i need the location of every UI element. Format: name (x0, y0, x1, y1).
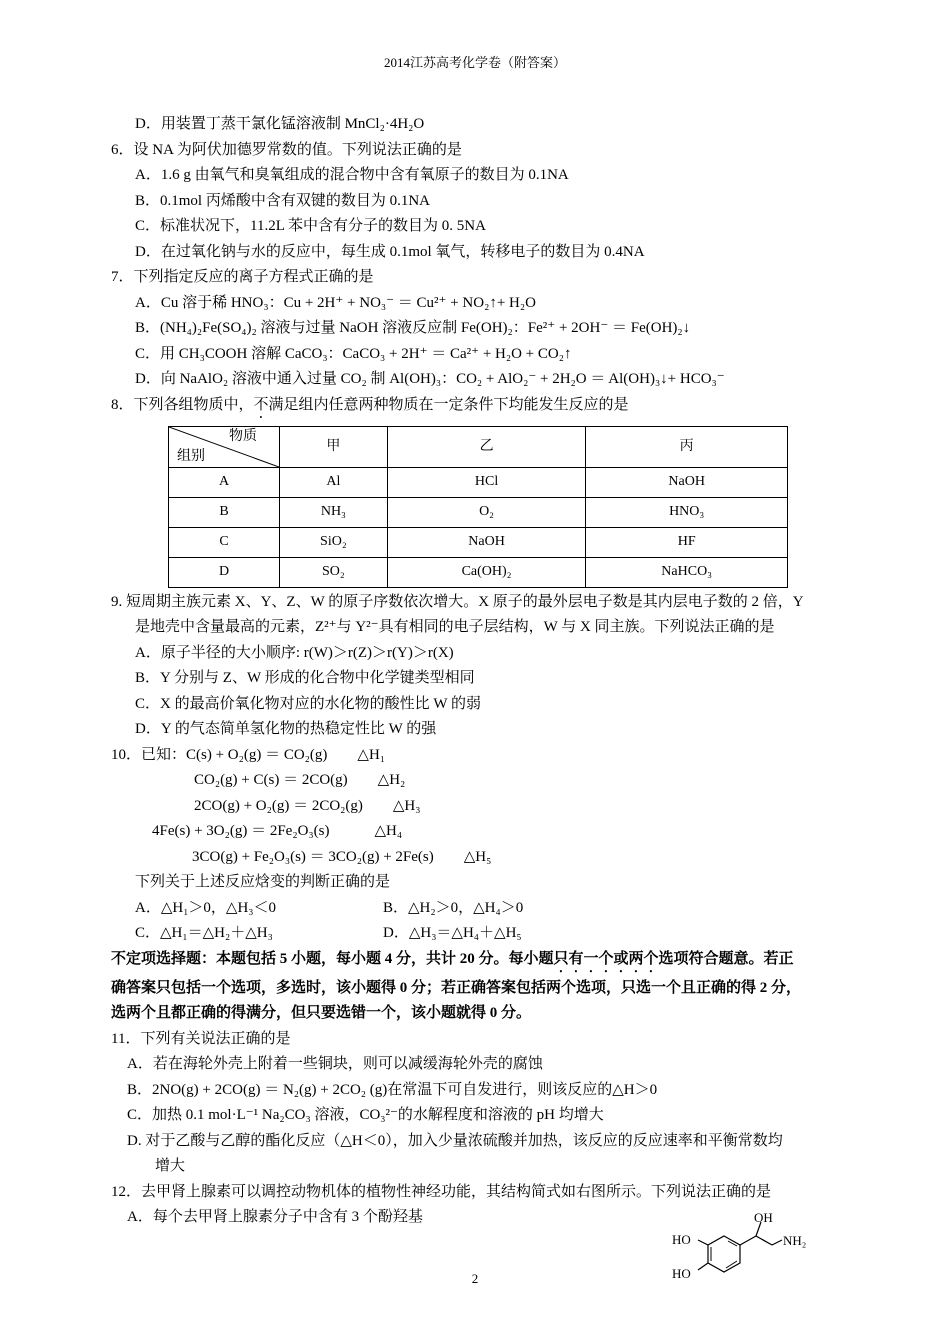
q6-option-d: D．在过氧化钠与水的反应中，每生成 0.1mol 氧气，转移电子的数目为 0.4NA (135, 243, 645, 260)
q10-reaction-3: 2CO(g) + O₂(g) ＝ 2CO₂(g) △H₃ (194, 797, 421, 814)
col-header-bing: 丙 (586, 426, 788, 467)
q10-options-ab: A．△H₁＞0，△H₃＜0 B．△H₂＞0，△H₄＞0 (135, 899, 524, 916)
q9-stem-line1: 9. 短周期主族元素 X、Y、Z、W 的原子序数依次增大。X 原子的最外层电子数是其内层电子数的 2 倍，Y (111, 593, 804, 610)
page-number: 2 (471, 1271, 479, 1286)
table-row: A Al HCl NaOH (169, 467, 788, 497)
table-row: C SiO₂ NaOH HF (169, 527, 788, 557)
oh-top-label: OH (754, 1210, 773, 1225)
q9-option-a: A．原子半径的大小顺序: r(W)＞r(Z)＞r(Y)＞r(X) (135, 644, 454, 661)
q10-reaction-5: 3CO(g) + Fe₂O₃(s) ＝ 3CO₂(g) + 2Fe(s) △H₅ (192, 848, 492, 865)
q6-stem: 6．设 NA 为阿伏加德罗常数的值。下列说法正确的是 (111, 141, 462, 158)
nh2-label: NH₂ (783, 1233, 807, 1248)
exam-content (111, 112, 851, 1231)
q6-option-a: A．1.6 g 由氧气和臭氧组成的混合物中含有氧原子的数目为 0.1NA (135, 167, 569, 183)
q8-table (168, 426, 788, 588)
diagonal-header-cell: 物质 组别 (169, 426, 280, 467)
col-header-yi: 乙 (387, 426, 586, 467)
q10-reaction-2: CO₂(g) + C(s) ＝ 2CO(g) △H₂ (194, 772, 406, 788)
q10-question: 下列关于上述反应焓变的判断正确的是 (135, 874, 391, 890)
q11-option-a: A．若在海轮外壳上附着一些铜块，则可以减缓海轮外壳的腐蚀 (127, 1056, 543, 1072)
q11-option-d-line1: D. 对于乙酸与乙醇的酯化反应（△H＜0），加入少量浓硫酸并加热，该反应的反应速率和平衡常数均 (127, 1132, 783, 1149)
q6-option-b: B．0.1mol 丙烯酸中含有双键的数目为 0.1NA (135, 192, 431, 209)
q7-option-d: D．向 NaAlO₂ 溶液中通入过量 CO₂ 制 Al(OH)₃：CO₂ + AlO₂⁻ + 2H₂O ＝ Al(OH)₃↓+ HCO₃⁻ (135, 371, 725, 387)
q7-option-c: C．用 CH₃COOH 溶解 CaCO₃：CaCO₃ + 2H⁺ ＝ Ca²⁺ + H₂O + CO₂↑ (135, 345, 572, 362)
q11-option-c: C．加热 0.1 mol·L⁻¹ Na₂CO₃ 溶液，CO₃²⁻的水解程度和溶液的 pH 均增大 (127, 1107, 604, 1123)
q9-option-b: B．Y 分别与 Z、W 形成的化合物中化学键类型相同 (135, 670, 475, 686)
q5-option-d: D．用装置丁蒸干氯化锰溶液制 MnCl₂·4H₂O (135, 116, 425, 132)
q7-option-b: B．(NH₄)₂Fe(SO₄)₂ 溶液与过量 NaOH 溶液反应制 Fe(OH)₂：Fe²⁺ + 2OH⁻ ＝ Fe(OH)₂↓ (135, 320, 691, 336)
col-header-jia: 甲 (280, 426, 388, 467)
emphasis-not: 不 (253, 396, 269, 413)
ho-label-1: HO (672, 1232, 691, 1247)
q9-option-d: D．Y 的气态简单氢化物的热稳定性比 W 的强 (135, 721, 437, 737)
q11-stem: 11．下列有关说法正确的是 (111, 1030, 291, 1047)
section-instructions-line3: 选两个且都正确的得满分，但只要选错一个，该小题就得 0 分。 (111, 1005, 532, 1021)
page-header: 2014江苏高考化学卷（附答案） (383, 55, 566, 70)
q10-stem: 10．已知：C(s) + O₂(g) ＝ CO₂(g) △H₁ (111, 746, 385, 763)
q8-stem: 8．下列各组物质中，不满足组内任意两种物质在一定条件下均能发生反应的是 (111, 396, 629, 413)
q10-options-cd: C．△H₁＝△H₂＋△H₃ D．△H₃＝△H₄＋△H₅ (135, 925, 522, 941)
q11-option-d-line2: 增大 (155, 1158, 186, 1174)
q10-reaction-4: 4Fe(s) + 3O₂(g) ＝ 2Fe₂O₃(s) △H₄ (152, 823, 403, 839)
q9-stem-line2: 是地壳中含量最高的元素，Z²⁺与 Y²⁻具有相同的电子层结构，W 与 X 同主族。下列说法正确的是 (135, 619, 775, 635)
table-row: B NH₃ O₂ HNO₃ (169, 497, 788, 527)
q12-option-a: A．每个去甲肾上腺素分子中含有 3 个酚羟基 (127, 1209, 423, 1225)
q9-option-c: C．X 的最高价氧化物对应的水化物的酸性比 W 的弱 (135, 695, 481, 712)
table-row: D SO₂ Ca(OH)₂ NaHCO₃ (169, 557, 788, 587)
ho-label-2: HO (672, 1266, 691, 1281)
q7-stem: 7．下列指定反应的离子方程式正确的是 (111, 269, 374, 285)
q6-option-c: C．标准状况下，11.2L 苯中含有分子的数目为 0. 5NA (135, 218, 486, 234)
section-instructions-line1: 不定项选择题：本题包括 5 小题，每小题 4 分，共计 20 分。每小题只有一个或两个选项符合题意。若正 (111, 950, 794, 967)
section-instructions-line2: 确答案只包括一个选项，多选时，该小题得 0 分；若正确答案包括两个选项，只选一个且正确的得 2 分， (111, 979, 802, 996)
q12-stem: 12．去甲肾上腺素可以调控动物机体的植物性神经功能，其结构简式如右图所示。下列说法正确的是 (111, 1183, 772, 1200)
q7-option-a: A．Cu 溶于稀 HNO₃：Cu + 2H⁺ + NO₃⁻ ＝ Cu²⁺ + NO₂↑+ H₂O (135, 294, 536, 311)
table-header-row (169, 426, 788, 467)
q11-option-b: B．2NO(g) + 2CO(g) ＝ N₂(g) + 2CO₂ (g)在常温下可自发进行，则该反应的△H＞0 (127, 1081, 658, 1098)
